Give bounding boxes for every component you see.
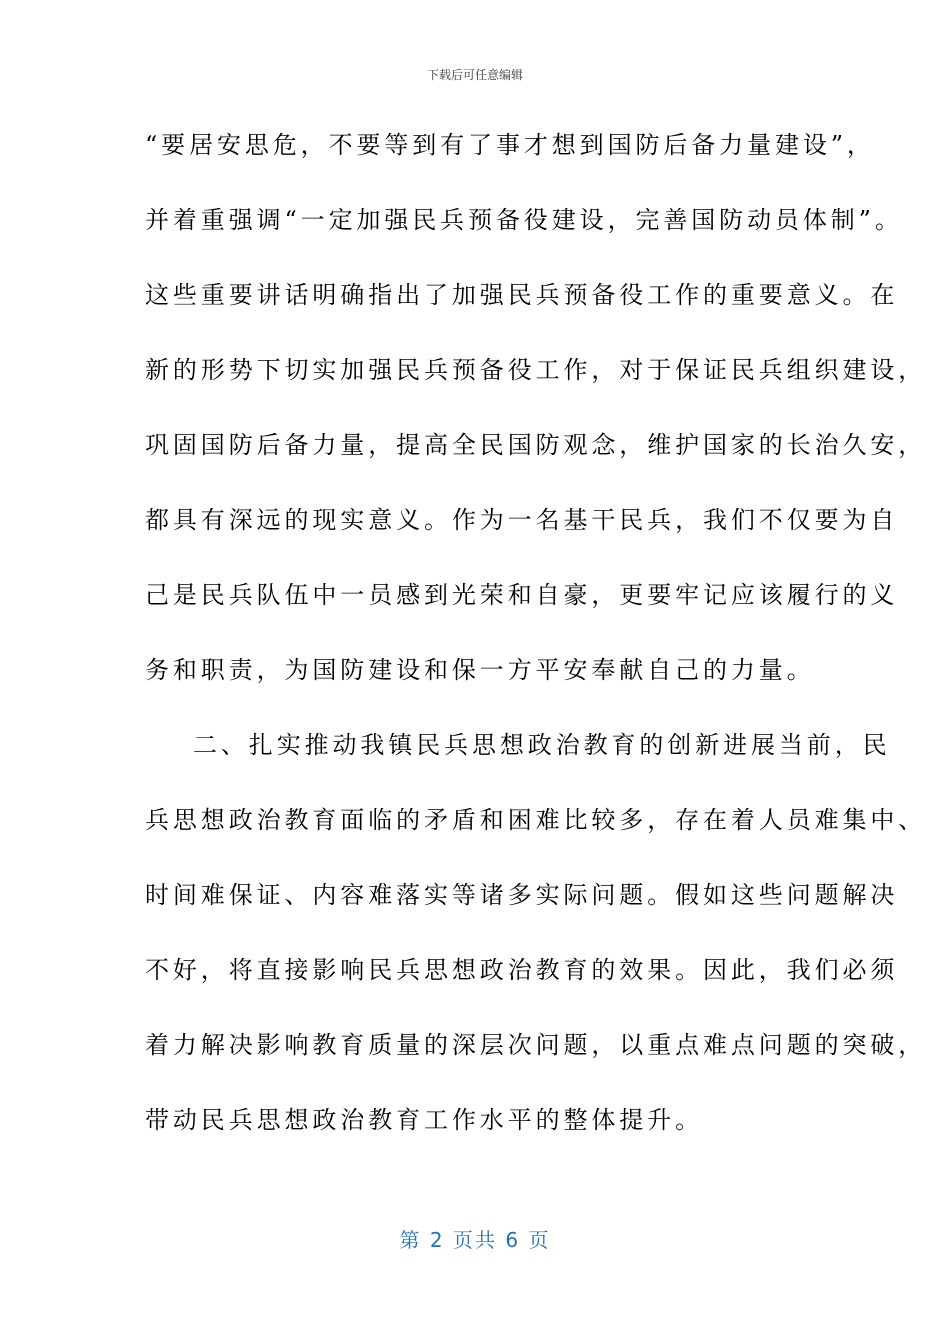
document-body [145,120,927,1170]
paragraph-line: 不好，将直接影响民兵思想政治教育的效果。因此，我们必须 [145,956,899,984]
footer-total-pages: 6 [505,1228,521,1252]
page-number-footer [0,1224,950,1253]
paragraph-line: 己是民兵队伍中一员感到光荣和自豪，更要牢记应该履行的义 [145,581,899,609]
paragraph-line: 都具有深远的现实意义。作为一名基干民兵，我们不仅要为自 [145,506,899,534]
page-header-note: 下载后可任意编辑 [426,68,523,82]
paragraph-line: “要居安思危，不要等到有了事才想到国防后备力量建设”， [145,131,875,159]
paragraph-line: 并着重强调“一定加强民兵预备役建设，完善国防动员体制”。 [145,206,903,234]
paragraph-line: 巩固国防后备力量，提高全民国防观念，维护国家的长治久安， [145,431,927,459]
paragraph-line: 这些重要讲话明确指出了加强民兵预备役工作的重要意义。在 [145,281,899,309]
paragraph-line: 兵思想政治教育面临的矛盾和困难比较多，存在着人员难集中、 [145,806,927,834]
footer-middle: 页共 [453,1228,497,1252]
paragraph-line: 着力解决影响教育质量的深层次问题，以重点难点问题的突破， [145,1031,927,1059]
footer-prefix: 第 [399,1228,422,1252]
paragraph-line: 务和职责，为国防建设和保一方平安奉献自己的力量。 [145,656,815,684]
paragraph-line: 带动民兵思想政治教育工作水平的整体提升。 [145,1106,703,1134]
footer-current-page: 2 [429,1228,445,1252]
paragraph-line: 新的形势下切实加强民兵预备役工作，对于保证民兵组织建设， [145,356,927,384]
footer-suffix: 页 [528,1228,551,1252]
paragraph-line: 时间难保证、内容难落实等诸多实际问题。假如这些问题解决 [145,881,899,909]
section-heading-line: 二、扎实推动我镇民兵思想政治教育的创新进展当前，民 [193,731,891,759]
